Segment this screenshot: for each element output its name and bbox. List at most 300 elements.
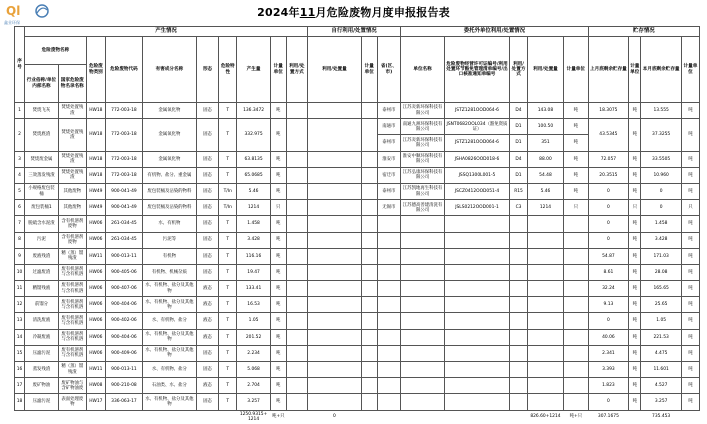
cell-unit-name xyxy=(401,297,445,313)
cell-form: 液态 xyxy=(196,281,218,297)
cell-form: 固态 xyxy=(196,167,218,183)
cell-self-amount xyxy=(307,151,361,167)
cell-industry-name: 前馏分 xyxy=(25,297,59,313)
cell-self-unit xyxy=(361,183,377,199)
cell-open-unit: 吨 xyxy=(629,378,641,394)
cell-closing: 171.03 xyxy=(641,248,681,264)
section-self: 自行利用/处置情况 xyxy=(307,27,400,37)
cell-category: HW18 xyxy=(86,119,105,151)
cell-industry-name: 废液残渣 xyxy=(25,248,59,264)
cell-province xyxy=(377,232,401,248)
cell-closing: 10.960 xyxy=(641,167,681,183)
cell-license xyxy=(444,345,509,361)
col-harmful: 有害成分名称 xyxy=(142,37,196,103)
cell-self-unit xyxy=(361,313,377,329)
cell-close-unit: 吨 xyxy=(681,297,699,313)
cell-harmful: 污泥等 xyxy=(142,232,196,248)
cell-ent-amount: 100.50 xyxy=(528,119,564,135)
cell-seq: 9 xyxy=(15,248,25,264)
cell-opening: 18.3075 xyxy=(588,103,628,119)
cell-form: 固态 xyxy=(196,200,218,216)
cell-ent-amount xyxy=(528,232,564,248)
cell-open-unit: 吨 xyxy=(629,313,641,329)
cell-form: 固态 xyxy=(196,232,218,248)
cell-category: HW18 xyxy=(86,151,105,167)
cell-self-amount xyxy=(307,345,361,361)
cell-seq: 5 xyxy=(15,183,25,199)
table-row xyxy=(15,248,700,264)
cell-province: 宿迁市 xyxy=(377,167,401,183)
cell-province xyxy=(377,329,401,345)
col-self-unit: 计量单位 xyxy=(361,37,377,103)
cell-close-unit: 吨 xyxy=(681,216,699,232)
cell-industry-name: 污泥 xyxy=(25,232,59,248)
cell-closing: 25.65 xyxy=(641,297,681,313)
cell-opening: 0 xyxy=(588,232,628,248)
cell-form: 固态 xyxy=(196,362,218,378)
cell-self-unit xyxy=(361,200,377,216)
cell-ent-amount xyxy=(528,264,564,280)
cell-harmful: 水、有机物、盐分及其他物 xyxy=(142,329,196,345)
cell-industry-name: 废包装桶1 xyxy=(25,200,59,216)
cell-national-name: 废有机溶剂与含有机溶 xyxy=(58,313,86,329)
cell-code: 261-034-45 xyxy=(105,216,142,232)
col-ent-method: 利用/处置方式 xyxy=(510,37,528,103)
cell-close-unit: 吨 xyxy=(681,167,699,183)
cell-harmful: 水、有机物、盐分及其他物 xyxy=(142,297,196,313)
cell-harmful: 有机物 xyxy=(142,248,196,264)
section-production: 产生情况 xyxy=(25,27,308,37)
cell-self-amount xyxy=(307,248,361,264)
table-row xyxy=(15,281,700,297)
cell-license xyxy=(444,232,509,248)
cell-province xyxy=(377,345,401,361)
cell-seq: 2 xyxy=(15,119,25,151)
cell-code: 900-404-06 xyxy=(105,329,142,345)
cell-industry-name: 蒸发残渣 xyxy=(25,362,59,378)
cell-code: 772-003-18 xyxy=(105,167,142,183)
cell-national-name: 废有机溶剂与含有机溶 xyxy=(58,264,86,280)
cell-license xyxy=(444,329,509,345)
cell-seq: 16 xyxy=(15,362,25,378)
cell-self-method xyxy=(286,200,307,216)
cell-closing: 4.527 xyxy=(641,378,681,394)
cell-ent-unit xyxy=(563,313,588,329)
cell-code: 900-013-11 xyxy=(105,362,142,378)
cell-closing: 37.3255 xyxy=(641,119,681,151)
cell-ent-amount: 54.48 xyxy=(528,167,564,183)
cell-ent-method xyxy=(510,281,528,297)
cell-open-unit: 吨 xyxy=(629,394,641,410)
cell-code: 900-041-49 xyxy=(105,183,142,199)
table-row xyxy=(15,264,700,280)
cell-self-amount xyxy=(307,216,361,232)
cell-province: 淮安市 xyxy=(377,151,401,167)
cell-output: 63.8135 xyxy=(237,151,271,167)
cell-self-method xyxy=(286,119,307,151)
cell-seq: 17 xyxy=(15,378,25,394)
cell-ent-method xyxy=(510,378,528,394)
cell-harmful: 水、有机物、盐分及其他物 xyxy=(142,345,196,361)
table-row xyxy=(15,297,700,313)
cell-province xyxy=(377,378,401,394)
cell-self-amount xyxy=(307,362,361,378)
cell-unit-name xyxy=(401,248,445,264)
cell-unit-name xyxy=(401,378,445,394)
cell-opening: 9.13 xyxy=(588,297,628,313)
cell-output: 136.3472 xyxy=(237,103,271,119)
cell-unit-name xyxy=(401,362,445,378)
cell-ent-amount: 1214 xyxy=(528,200,564,216)
cell-national-name: 焚烧处置残渣 xyxy=(58,167,86,183)
cell-ent-method: C3 xyxy=(510,200,528,216)
cell-code: 900-409-06 xyxy=(105,345,142,361)
cell-opening: 0 xyxy=(588,183,628,199)
cell-ent-unit: 吨 xyxy=(563,119,588,135)
cell-unit: 吨 xyxy=(270,362,286,378)
cell-harmful: 有机物、盐分、重金属 xyxy=(142,167,196,183)
cell-unit-name: 江苏弘康环保科技有限公司 xyxy=(401,167,445,183)
cell-closing: 28.08 xyxy=(641,264,681,280)
totals-opening: 307.1675 xyxy=(597,414,619,420)
cell-national-name: 焚烧处置残渣 xyxy=(58,103,86,119)
cell-form: 固态 xyxy=(196,119,218,151)
cell-self-method xyxy=(286,103,307,119)
cell-closing: 1.05 xyxy=(641,313,681,329)
cell-industry-name: 过滤废渣 xyxy=(25,264,59,280)
cell-open-unit: 只 xyxy=(629,200,641,216)
cell-output: 201.52 xyxy=(237,329,271,345)
cell-self-unit xyxy=(361,281,377,297)
cell-close-unit: 吨 xyxy=(681,119,699,151)
cell-self-unit xyxy=(361,378,377,394)
cell-opening: 54.87 xyxy=(588,248,628,264)
cell-self-amount xyxy=(307,119,361,151)
cell-ent-method: R15 xyxy=(510,183,528,199)
cell-ent-amount xyxy=(528,248,564,264)
cell-output: 1214 xyxy=(237,200,271,216)
cell-industry-name: 脱硫含水泥渣 xyxy=(25,216,59,232)
cell-unit-name: 江苏凯地再生科技有限公司 xyxy=(401,183,445,199)
cell-national-name: 焚烧处置残渣 xyxy=(58,151,86,167)
cell-ent-unit xyxy=(563,345,588,361)
cell-ent-method xyxy=(510,297,528,313)
cell-self-method xyxy=(286,362,307,378)
cell-ent-unit xyxy=(563,394,588,410)
cell-code: 772-003-18 xyxy=(105,119,142,151)
cell-license: JSTZ1281OOD064-6 xyxy=(444,103,509,119)
cell-province xyxy=(377,297,401,313)
cell-self-method xyxy=(286,394,307,410)
cell-self-method xyxy=(286,264,307,280)
col-opening: 上月底剩余贮存量 xyxy=(588,37,628,103)
cell-open-unit: 吨 xyxy=(629,119,641,151)
cell-self-unit xyxy=(361,119,377,151)
cell-self-amount xyxy=(307,200,361,216)
cell-category: HW18 xyxy=(86,167,105,183)
cell-national-name: 其他废物 xyxy=(58,183,86,199)
cell-license xyxy=(444,216,509,232)
cell-self-unit xyxy=(361,394,377,410)
cell-national-name: 表面处理废物 xyxy=(58,394,86,410)
cell-self-unit xyxy=(361,248,377,264)
col-output: 产生量 xyxy=(237,37,271,103)
cell-province: 泰州市 xyxy=(377,183,401,199)
cell-license xyxy=(444,362,509,378)
totals-output: 1250.9315+ 1214 xyxy=(239,411,268,423)
cell-code: 336-063-17 xyxy=(105,394,142,410)
cell-license: JSLS0212OOD001-1 xyxy=(444,200,509,216)
cell-ent-method xyxy=(510,248,528,264)
cell-closing: 0 xyxy=(641,200,681,216)
cell-license xyxy=(444,297,509,313)
cell-harmful: 水、有机物、盐分及其他物 xyxy=(142,394,196,410)
cell-self-method xyxy=(286,297,307,313)
cell-unit: 吨 xyxy=(270,167,286,183)
cell-unit-name xyxy=(401,313,445,329)
cell-close-unit: 吨 xyxy=(681,362,699,378)
cell-self-amount xyxy=(307,313,361,329)
section-storage: 贮存情况 xyxy=(588,27,699,37)
cell-self-unit xyxy=(361,232,377,248)
cell-unit: 吨 xyxy=(270,248,286,264)
cell-self-amount xyxy=(307,329,361,345)
cell-category: HW11 xyxy=(86,362,105,378)
cell-form: 液态 xyxy=(196,378,218,394)
cell-self-method xyxy=(286,329,307,345)
cell-harmful: 有机物、机械杂质 xyxy=(142,264,196,280)
cell-close-unit: 吨 xyxy=(681,151,699,167)
cell-unit-name xyxy=(401,232,445,248)
cell-property: T xyxy=(219,378,237,394)
cell-category: HW06 xyxy=(86,345,105,361)
cell-form: 液态 xyxy=(196,313,218,329)
cell-opening: 1.823 xyxy=(588,378,628,394)
cell-output: 1.05 xyxy=(237,313,271,329)
cell-ent-method xyxy=(510,345,528,361)
cell-ent-unit: 吨 xyxy=(563,183,588,199)
cell-category: HW06 xyxy=(86,297,105,313)
cell-open-unit: 吨 xyxy=(629,103,641,119)
cell-category: HW18 xyxy=(86,103,105,119)
cell-form: 固态 xyxy=(196,183,218,199)
cell-closing: 1.458 xyxy=(641,216,681,232)
cell-open-unit: 吨 xyxy=(629,362,641,378)
cell-industry-name: 焚烧底渣 xyxy=(25,119,59,151)
cell-unit-name: 南通九洲环保科技有限公司 xyxy=(401,119,445,135)
table-row xyxy=(15,345,700,361)
cell-open-unit: 吨 xyxy=(629,264,641,280)
cell-close-unit: 吨 xyxy=(681,281,699,297)
cell-ent-unit: 只 xyxy=(563,200,588,216)
cell-open-unit: 吨 xyxy=(629,232,641,248)
cell-property: T xyxy=(219,119,237,151)
cell-output: 19.47 xyxy=(237,264,271,280)
cell-self-amount xyxy=(307,281,361,297)
cell-property: T xyxy=(219,167,237,183)
cell-self-unit xyxy=(361,362,377,378)
cell-unit: 只 xyxy=(270,200,286,216)
cell-self-unit xyxy=(361,264,377,280)
cell-self-amount xyxy=(307,183,361,199)
cell-close-unit: 吨 xyxy=(681,345,699,361)
col-category: 危险废物类别 xyxy=(86,37,105,103)
cell-closing: 11.601 xyxy=(641,362,681,378)
cell-unit: 吨 xyxy=(270,329,286,345)
cell-national-name: 精（蒸）馏残渣 xyxy=(58,362,86,378)
cell-code: 900-407-06 xyxy=(105,281,142,297)
cell-ent-unit xyxy=(563,329,588,345)
cell-unit: 吨 xyxy=(270,345,286,361)
cell-unit: 吨 xyxy=(270,297,286,313)
cell-license xyxy=(444,378,509,394)
cell-self-unit xyxy=(361,297,377,313)
cell-property: T xyxy=(219,232,237,248)
cell-self-method xyxy=(286,167,307,183)
cell-self-method xyxy=(286,248,307,264)
cell-unit: 吨 xyxy=(270,232,286,248)
cell-output: 1.458 xyxy=(237,216,271,232)
cell-closing: 165.65 xyxy=(641,281,681,297)
cell-self-amount xyxy=(307,394,361,410)
table-row xyxy=(15,232,700,248)
table-row xyxy=(15,394,700,410)
cell-seq: 15 xyxy=(15,345,25,361)
cell-opening: 0 xyxy=(588,394,628,410)
cell-national-name: 含有机溶剂废物 xyxy=(58,232,86,248)
cell-property: T xyxy=(219,281,237,297)
cell-close-unit: 吨 xyxy=(681,329,699,345)
cell-opening: 20.3515 xyxy=(588,167,628,183)
cell-category: HW06 xyxy=(86,281,105,297)
cell-category: HW06 xyxy=(86,313,105,329)
cell-harmful: 金属氧化物 xyxy=(142,103,196,119)
cell-ent-unit xyxy=(563,248,588,264)
cell-seq: 18 xyxy=(15,394,25,410)
col-self-method: 利用/处置方式 xyxy=(286,37,307,103)
cell-harmful: 金属氧化物 xyxy=(142,119,196,151)
cell-license xyxy=(444,313,509,329)
cell-self-amount xyxy=(307,232,361,248)
table-row xyxy=(15,200,700,216)
cell-category: HW11 xyxy=(86,248,105,264)
cell-self-method xyxy=(286,313,307,329)
cell-province xyxy=(377,394,401,410)
cell-category: HW06 xyxy=(86,232,105,248)
cell-property: T xyxy=(219,362,237,378)
cell-open-unit: 吨 xyxy=(629,329,641,345)
col-property: 危险特性 xyxy=(219,37,237,103)
cell-output: 3.257 xyxy=(237,394,271,410)
cell-license xyxy=(444,281,509,297)
cell-opening: 32.24 xyxy=(588,281,628,297)
cell-industry-name: 三效蒸发残渣 xyxy=(25,167,59,183)
cell-property: T xyxy=(219,313,237,329)
cell-ent-method xyxy=(510,394,528,410)
cell-harmful: 水、有机物、盐分 xyxy=(142,313,196,329)
cell-unit-name xyxy=(401,329,445,345)
cell-property: T xyxy=(219,264,237,280)
cell-unit: 吨 xyxy=(270,103,286,119)
cell-ent-method xyxy=(510,362,528,378)
cell-industry-name: 冷凝废液 xyxy=(25,329,59,345)
cell-ent-amount xyxy=(528,216,564,232)
cell-unit-name: 江苏德高善建清洗有限公司 xyxy=(401,200,445,216)
cell-form: 固态 xyxy=(196,264,218,280)
cell-ent-unit xyxy=(563,297,588,313)
cell-self-method xyxy=(286,151,307,167)
cell-national-name: 精（蒸）馏残渣 xyxy=(58,248,86,264)
cell-unit-name xyxy=(401,216,445,232)
cell-seq: 1 xyxy=(15,103,25,119)
cell-closing: 3.257 xyxy=(641,394,681,410)
cell-industry-name: 压滤污泥 xyxy=(25,394,59,410)
cell-harmful: 水、有机物、盐分 xyxy=(142,362,196,378)
cell-self-amount xyxy=(307,378,361,394)
cell-unit-name xyxy=(401,281,445,297)
cell-self-method xyxy=(286,378,307,394)
cell-property: T xyxy=(219,103,237,119)
cell-close-unit: 吨 xyxy=(681,264,699,280)
cell-ent-amount: 143.08 xyxy=(528,103,564,119)
cell-code: 772-003-18 xyxy=(105,103,142,119)
cell-unit: 吨 xyxy=(270,313,286,329)
table-row xyxy=(15,119,700,135)
cell-form: 液态 xyxy=(196,297,218,313)
cell-form: 固态 xyxy=(196,345,218,361)
cell-close-unit: 吨 xyxy=(681,183,699,199)
cell-national-name: 废矿物油与含矿物油废 xyxy=(58,378,86,394)
cell-self-method xyxy=(286,216,307,232)
cell-license: JSSQ1300L001-5 xyxy=(444,167,509,183)
cell-province: 南通市 xyxy=(377,119,401,135)
col-code: 危险废物代码 xyxy=(105,37,142,103)
cell-ent-amount xyxy=(528,378,564,394)
cell-industry-name: 精馏残液 xyxy=(25,281,59,297)
totals-self-amount: 0 xyxy=(333,414,336,420)
totals-closing: 735.453 xyxy=(652,414,671,420)
totals-entrusted-pcs: 1214 xyxy=(549,414,561,420)
cell-ent-amount xyxy=(528,297,564,313)
cell-national-name: 焚烧处置残渣 xyxy=(58,119,86,151)
cell-ent-amount xyxy=(528,362,564,378)
cell-output: 133.41 xyxy=(237,281,271,297)
cell-ent-unit: 吨 xyxy=(563,167,588,183)
cell-unit: 吨 xyxy=(270,151,286,167)
company-logo-text: 鑫业环保 xyxy=(4,20,20,25)
cell-output: 65.0685 xyxy=(237,167,271,183)
cell-opening: 3.393 xyxy=(588,362,628,378)
col-province: 省(区、市) xyxy=(377,37,401,103)
col-industry-name: 行业俗称/单位内部名称 xyxy=(25,65,59,103)
table-row xyxy=(15,183,700,199)
cell-ent-method: D1 xyxy=(510,167,528,183)
totals-output-tons: 1250.9315 xyxy=(239,411,264,417)
totals-entrusted: 826.60+1214 xyxy=(530,414,561,420)
cell-unit-name: 江苏炎新环保科技有限公司 xyxy=(401,135,445,151)
cell-ent-amount xyxy=(528,281,564,297)
cell-unit: 吨 xyxy=(270,394,286,410)
cell-self-method xyxy=(286,345,307,361)
cell-opening: 43.5345 xyxy=(588,119,628,151)
col-form: 形态 xyxy=(196,37,218,103)
cell-seq: 7 xyxy=(15,216,25,232)
table-row xyxy=(15,329,700,345)
cell-harmful: 水、有机物、盐分及其他物 xyxy=(142,281,196,297)
cell-property: T xyxy=(219,329,237,345)
cell-seq: 11 xyxy=(15,281,25,297)
cell-industry-name: 废矿物油 xyxy=(25,378,59,394)
